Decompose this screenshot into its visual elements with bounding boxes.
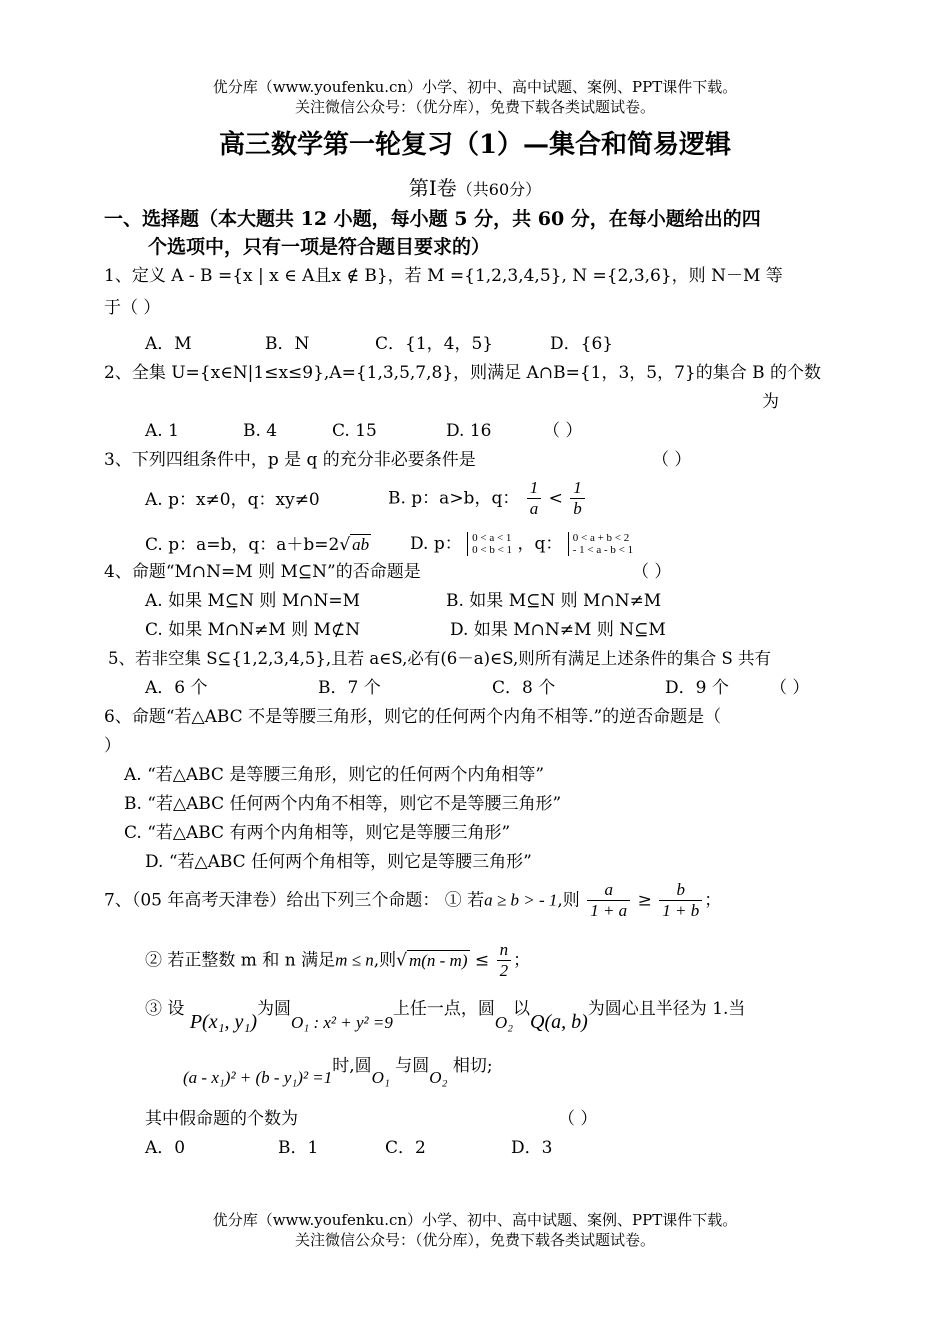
q7-p3-text-d: 以 xyxy=(513,999,531,1019)
q7-p3-text-a: ③ 设 xyxy=(145,999,185,1019)
q7-ge-sign: ≥ xyxy=(637,890,652,911)
q7-p2-frac-num: n xyxy=(497,940,512,961)
section-heading-2: 个选项中，只有一项是符合题目要求的） xyxy=(148,236,491,258)
q7-p3-equation: (a - x₁)² + (b - y₁)² =1 xyxy=(183,1068,333,1087)
header-line-1: 优分库（www.youfenku.cn）小学、初中、高中试题、案例、PPT课件下载。 xyxy=(212,78,738,96)
q7-question: 其中假命题的个数为 xyxy=(145,1109,298,1129)
q1-option-c: C．{1，4，5} xyxy=(375,334,494,354)
q1-option-b: B．N xyxy=(265,334,310,354)
q5-option-a: A．6 个 xyxy=(145,678,208,698)
q7-frac-b-den: 1 + b xyxy=(662,901,700,921)
header-line-2: 关注微信公众号：（优分库），免费下载各类试题试卷。 xyxy=(294,98,655,116)
q7-p3-text-e: 为圆心且半径为 1.当 xyxy=(587,999,746,1019)
q7-p2-condition: m ≤ n xyxy=(335,950,374,970)
q4-option-a: A. 如果 M⊆N 则 M∩N=M xyxy=(145,591,360,611)
q2-answer-paren: （ ） xyxy=(543,421,583,441)
q7-proposition-3 xyxy=(145,996,746,1033)
q5-option-c: C．8 个 xyxy=(492,678,556,698)
q2-stem-1: 2、全集 U={x∈N|1≤x≤9},A={1,3,5,7,8}，则满足 A∩B={1，3，5，7}的集合 B 的个数 xyxy=(104,363,822,383)
q7-p3-point-p: P(x₁, y₁) xyxy=(189,1011,258,1033)
q7-p3-text-b: 为圆 xyxy=(257,999,292,1019)
q6-option-c: C. “若△ABC 有两个内角相等，则它是等腰三角形” xyxy=(124,823,511,843)
q3-frac1-den: a xyxy=(529,499,539,519)
q1-stem-2: 于（ ） xyxy=(104,298,161,318)
q5-stem: 5、若非空集 S⊆{1,2,3,4,5},且若 a∈S,必有(6－a)∈S,则所有满足上述条件的集合 S 共有 xyxy=(108,649,772,668)
q6-option-d: D. “若△ABC 任何两个角相等，则它是等腰三角形” xyxy=(145,852,532,872)
q1-stem-1: 1、定义 A - B ={x | x ∈ A且x ∉ B}，若 M ={1,2,3,4,5}, N ={2,3,6}，则 N－M 等 xyxy=(104,266,783,286)
q3-system-q xyxy=(568,532,633,556)
q2-option-d: D. 16 xyxy=(446,421,492,441)
q2-option-b: B. 4 xyxy=(243,421,278,441)
q3-answer-paren: （ ） xyxy=(652,450,692,470)
q3-option-b-text: B. p：a>b，q： xyxy=(388,488,520,509)
q4-option-b: B. 如果 M⊆N 则 M∩N≠M xyxy=(446,591,662,611)
q7-fraction-b xyxy=(659,880,702,922)
q7-p3-text-f: 时,圆 xyxy=(332,1056,372,1076)
q7-proposition-2: ② 若正整数 m 和 n 满足m ≤ n,则√ m(n - m) ≤ $\frac{n}{2}$ ； xyxy=(145,940,531,981)
q7-frac-b-num: b xyxy=(659,880,702,901)
q3-less-than: < xyxy=(548,488,563,509)
q3-fraction-1 xyxy=(527,478,542,520)
q7-p3-point-q: Q(a, b) xyxy=(530,1011,588,1033)
q5-option-b: B．7 个 xyxy=(318,678,381,698)
q7-p3-circle-o1: O₁ : x² + y² =9 xyxy=(291,1013,393,1032)
q2-option-c: C. 15 xyxy=(332,421,377,441)
part-heading xyxy=(0,176,950,200)
q7-proposition-3-cont xyxy=(183,1056,493,1087)
footer-line-2: 关注微信公众号：（优分库），免费下载各类试题试卷。 xyxy=(294,1231,655,1249)
q7-then-1: ,则 xyxy=(557,890,580,911)
q7-condition-1: a ≥ b > - 1 xyxy=(484,890,558,910)
q6-stem-2: ） xyxy=(104,736,121,756)
q3-option-d-mid: ，q： xyxy=(517,533,563,554)
q3-frac1-num: 1 xyxy=(527,478,542,499)
q4-option-c: C. 如果 M∩N≠M 则 M⊄N xyxy=(145,620,361,640)
page-title: 高三数学第一轮复习（1）—集合和简易逻辑 xyxy=(218,130,732,160)
q3-option-c: C. p：a=b，q：a＋b=2√ ab xyxy=(145,535,370,555)
section-heading-1: 一、选择题（本大题共 12 小题，每小题 5 分，共 60 分，在每小题给出的四 xyxy=(104,208,761,230)
q5-option-d: D．9 个 xyxy=(665,678,729,698)
q3-option-d-text: D. p： xyxy=(410,533,462,554)
q7-fraction-a xyxy=(587,880,630,922)
q6-option-a: A. “若△ABC 是等腰三角形，则它的任何两个内角相等” xyxy=(124,765,545,785)
q7-answer-paren: （ ） xyxy=(558,1109,598,1129)
q3-stem: 3、下列四组条件中，p 是 q 的充分非必要条件是 xyxy=(104,450,476,470)
q6-stem-1: 6、命题“若△ABC 不是等腰三角形，则它的任何两个内角不相等.”的逆否命题是（ xyxy=(104,707,722,727)
q6-option-b: B. “若△ABC 任何两个内角不相等，则它不是等腰三角形” xyxy=(124,794,562,814)
q2-stem-2: 为 xyxy=(762,392,779,412)
q4-stem: 4、命题“M∩N=M 则 M⊆N”的否命题是 xyxy=(104,562,421,582)
q3-option-c-text: C. p：a=b，q：a＋b=2 xyxy=(145,535,340,555)
part-label: 第Ⅰ卷 xyxy=(408,176,457,200)
q3-system-p-1: 0 < a < 1 xyxy=(472,532,512,544)
q7-p2-text: ② 若正整数 m 和 n 满足 xyxy=(145,950,336,971)
q3-system-p xyxy=(467,532,512,556)
q7-option-c: C．2 xyxy=(385,1138,426,1158)
q3-system-p-2: 0 < b < 1 xyxy=(472,544,513,557)
q3-system-q-1: 0 < a + b < 2 xyxy=(572,532,630,544)
q1-option-a: A．M xyxy=(145,334,192,354)
q7-p2-sqrt: m(n - m) xyxy=(408,950,468,970)
q3-fraction-2 xyxy=(570,478,585,520)
q4-answer-paren: （ ） xyxy=(632,562,672,582)
q3-option-b xyxy=(388,478,587,520)
q7-stem xyxy=(104,880,721,922)
q7-p2-fraction xyxy=(497,940,512,982)
q7-p3-circle-o1-b: O₁ xyxy=(371,1068,390,1087)
q2-option-a: A. 1 xyxy=(145,421,179,441)
q7-frac-a-den: 1 + a xyxy=(590,901,628,921)
q7-p3-text-g: 与圆 xyxy=(395,1056,430,1076)
q3-system-q-2: - 1 < a - b < 1 xyxy=(572,544,634,557)
q7-frac-a-num: a xyxy=(587,880,630,901)
q7-p3-circle-o2-b: O₂ xyxy=(429,1068,448,1087)
q3-option-a: A. p：x≠0，q：xy≠0 xyxy=(145,490,320,510)
q7-stem-text: 7、（05 年高考天津卷）给出下列三个命题： ① 若 xyxy=(104,890,485,911)
q3-frac2-den: b xyxy=(573,499,582,519)
q7-p2-semicolon: ； xyxy=(513,950,531,971)
q7-p3-circle-o2: O₂ xyxy=(494,1013,514,1032)
q7-p2-frac-den: 2 xyxy=(499,961,509,981)
q7-p3-text-h: 相切; xyxy=(452,1056,493,1076)
q4-option-d: D. 如果 M∩N≠M 则 N⊆M xyxy=(450,620,666,640)
q1-option-d: D．{6} xyxy=(550,334,614,354)
q7-p2-le: ≤ xyxy=(474,950,490,971)
q3-option-d xyxy=(410,532,633,556)
footer-line-1: 优分库（www.youfenku.cn）小学、初中、高中试题、案例、PPT课件下载。 xyxy=(212,1211,738,1229)
q7-p3-text-c: 上任一点，圆 xyxy=(392,999,495,1019)
q5-answer-paren: （ ） xyxy=(770,678,810,698)
q7-option-d: D．3 xyxy=(511,1138,553,1158)
q3-sqrt-ab: ab xyxy=(352,535,370,554)
q7-option-b: B．1 xyxy=(278,1138,319,1158)
q7-option-a: A．0 xyxy=(145,1138,186,1158)
q7-p2-then: ,则 xyxy=(373,950,397,971)
part-score: （共60分） xyxy=(456,180,542,199)
q3-frac2-num: 1 xyxy=(570,478,585,499)
q7-semicolon-1: ； xyxy=(704,890,722,911)
